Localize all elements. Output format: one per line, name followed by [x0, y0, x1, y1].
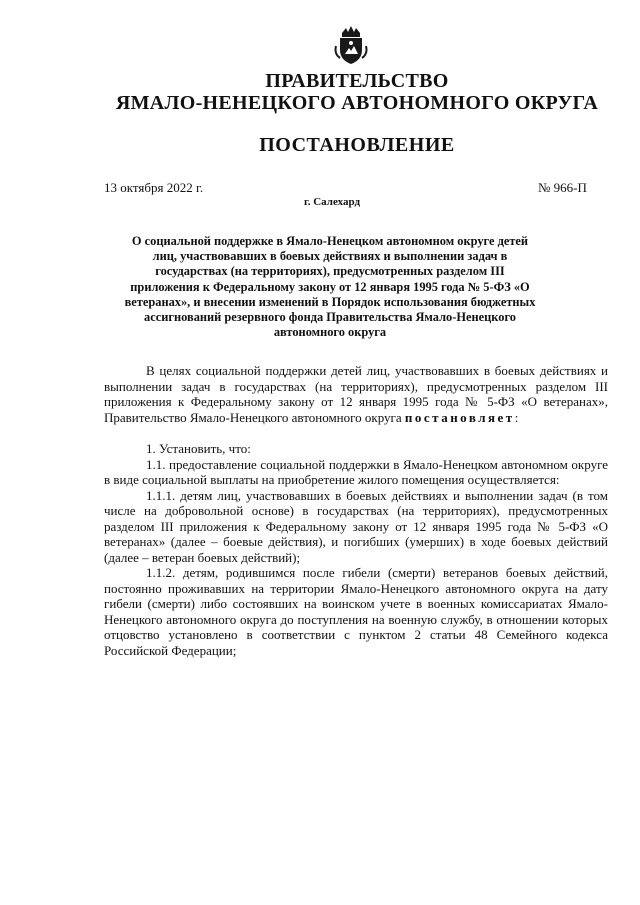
preamble-paragraph: В целях социальной поддержки детей лиц, участвовавших в боевых действиях и выполнении задач в государствах (на территориях), предусмотренных разделом III приложения к Федеральному закону от 12 января 1995 года № 5-ФЗ «О ветеранах», Правительство Ямало-Ненецкого автономного округа постановляет:: [104, 363, 608, 425]
document-date: 13 октября 2022 г.: [104, 180, 204, 195]
document-body: [104, 363, 608, 658]
item-1-1-2: 1.1.2. детям, родившимся после гибели (смерти) ветеранов боевых действий, постоянно проживавших на территории Ямало-Ненецкого автономного округа на дату гибели (смерти) либо состоявших на воинском учете в военных комиссариатах Ямало-Ненецкого автономного округа до поступления на военную службу, в отношении которых отцовство установлено в соответствии с пунктом 2 статьи 48 Семейного кодекса Российской Федерации;: [104, 565, 608, 658]
document-place: г. Салехард: [303, 196, 361, 208]
government-title-line1: ПРАВИТЕЛЬСТВО: [265, 70, 449, 92]
document-number: № 966-П: [538, 180, 587, 195]
item-1: 1. Установить, что:: [146, 441, 251, 456]
document-type: ПОСТАНОВЛЕНИЕ: [259, 134, 455, 156]
item-1-1-1: 1.1.1. детям лиц, участвовавших в боевых действиях и выполнении задач (в том числе на добровольной основе) в государствах (на территориях), предусмотренных разделом III приложения к Федеральному закону от 12 января 1995 года № 5-ФЗ «О ветеранах» (далее – боевые действия), и погибших (умерших) в ходе боевых действий (далее – ветеран боевых действий);: [104, 487, 608, 565]
resolves-word: постановляет: [404, 409, 515, 425]
item-1-1: 1.1. предоставление социальной поддержки в Ямало-Ненецком автономном округе в виде социальной выплаты на приобретение жилого помещения осуществляется:: [104, 456, 608, 487]
preamble-text: В целях социальной поддержки детей лиц, участвовавших в боевых действиях и выполнении задач в государствах (на территориях), предусмотренных разделом III приложения к Федеральному закону от 12 января 1995 года № 5-ФЗ «О ветеранах», Правительство Ямало-Ненецкого автономного округа: [104, 363, 608, 425]
government-title-line2: ЯМАЛО-НЕНЕЦКОГО АВТОНОМНОГО ОКРУГА: [115, 92, 599, 114]
coat-of-arms-icon: [334, 24, 368, 66]
document-subject: О социальной поддержке в Ямало-Ненецком автономном округе детей лиц, участвовавших в боевых действиях и выполнении задач в государствах (на территориях), предусмотренных разделом III приложения к Федеральному закону от 12 января 1995 года № 5-ФЗ «О ветеранах», и внесении изменений в Порядок использования бюджетных ассигнований резервного фонда Правительства Ямало-Ненецкого автономного округа: [124, 234, 536, 340]
